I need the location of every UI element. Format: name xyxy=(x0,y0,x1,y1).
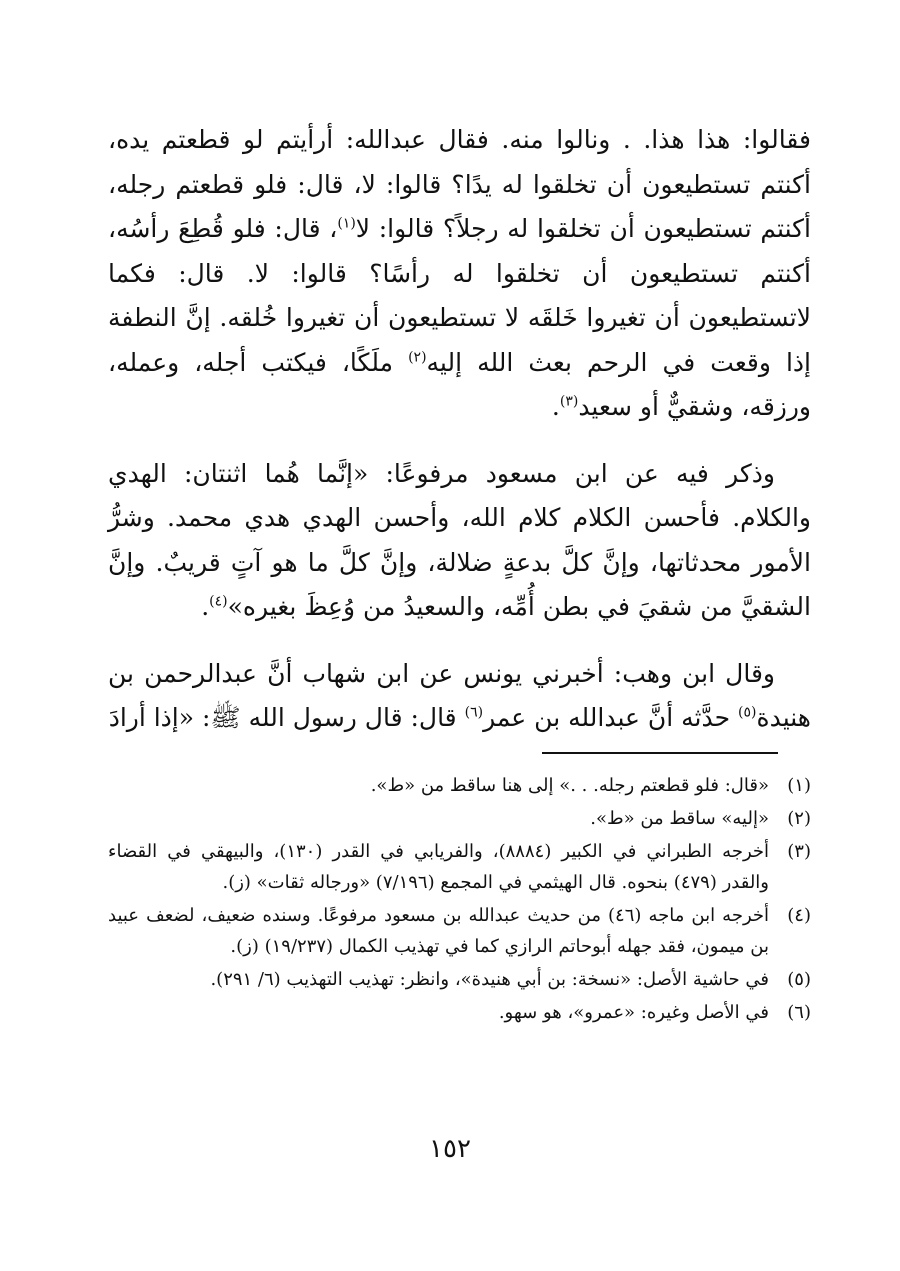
paragraph-3-text-c: قال: قال رسول الله ﷺ: «إذا أرادَ xyxy=(108,703,465,732)
footnote-item xyxy=(108,997,811,1028)
footnote-ref-4: (٤) xyxy=(209,593,228,610)
footnote-item xyxy=(108,964,811,995)
footnote-text: أخرجه ابن ماجه (٤٦) من حديث عبدالله بن مسعود مرفوعًا. وسنده ضعيف، لضعف عبيد بن ميمون، فقد جهله أبوحاتم الرازي كما في تهذيب الكمال (١٩/٢٣٧) (ز). xyxy=(108,905,770,957)
paragraph-1-text-d: . xyxy=(551,392,560,421)
footnote-number: (٢) xyxy=(787,808,811,829)
footnote-item xyxy=(108,803,811,834)
footnote-number: (٣) xyxy=(787,841,811,862)
paragraph-3 xyxy=(108,652,811,741)
paragraph-2-text-a: وذكر فيه عن ابن مسعود مرفوعًا: «إنَّما هُما اثنتان: الهدي والكلام. فأحسن الكلام كلام الله، وأحسن الهدي هدي محمد. وشرُّ الأمور محدثاتها، وإنَّ كلَّ بدعةٍ ضلالة، وإنَّ كلَّ ما هو آتٍ قريبٌ. وإنَّ الشقيَّ من شقيَ في بطن أُمِّه، والسعيدُ من وُعِظَ بغيره» xyxy=(108,458,811,621)
paragraph-2 xyxy=(108,452,811,630)
page-number: ١٥٢ xyxy=(429,1134,471,1164)
footnote-ref-2: (٢) xyxy=(408,349,427,366)
footnote-text: «قال: فلو قطعتم رجله. . .» إلى هنا ساقط من «ط». xyxy=(370,775,769,796)
paragraph-1 xyxy=(108,118,811,430)
footnote-text: في حاشية الأصل: «نسخة: بن أبي هنيدة»، وانظر: تهذيب التهذيب (٦/ ٢٩١). xyxy=(210,969,769,990)
footnote-item xyxy=(108,836,811,898)
paragraph-1-text-b: ، قال: فلو قُطِعَ رأسُه، أكنتم تستطيعون أن تخلقوا له رأسًا؟ قالوا: لا. قال: فكما لاتستطيعون أن تغيروا خَلقَه لا تستطيعون أن تغيروا خُلقه. إنَّ النطفة إذا وقعت في الرحم بعث الله إليه xyxy=(108,214,811,377)
footnote-text: أخرجه الطبراني في الكبير (٨٨٨٤)، والفريابي في القدر (١٣٠)، والبيهقي في القضاء والقدر (٤٧٩) بنحوه. قال الهيثمي في المجمع (٧/١٩٦) «ورجاله ثقات» (ز). xyxy=(108,841,770,893)
footnote-number: (٤) xyxy=(787,905,811,926)
paragraph-1-text-c: ملَكًا، فيكتب أجله، وعمله، ورزقه، وشقيٌّ أو سعيد xyxy=(108,347,811,421)
paragraph-3-text-a: وقال ابن وهب: أخبرني يونس عن ابن شهاب أنَّ عبدالرحمن بن هنيدة xyxy=(108,658,811,732)
footnote-text: في الأصل وغيره: «عمرو»، هو سهو. xyxy=(498,1002,769,1023)
footnote-text: «إليه» ساقط من «ط». xyxy=(590,808,769,829)
footnote-ref-6: (٦) xyxy=(464,704,484,721)
paragraph-1-text-a: فقالوا: هذا هذا. . ونالوا منه. فقال عبدالله: أرأيتم لو قطعتم يده، أكنتم تستطيعون أن تخلقوا له يدًا؟ قالوا: لا، قال: فلو قطعتم رجله، أكنتم تستطيعون أن تخلقوا له رجلاً؟ قالوا: لا xyxy=(108,125,811,243)
footnote-number: (٦) xyxy=(787,1002,811,1023)
footnote-ref-5: (٥) xyxy=(738,704,757,721)
footnote-separator xyxy=(542,752,778,754)
footnote-item xyxy=(108,770,811,801)
footnotes xyxy=(108,770,811,1030)
footnote-number: (١) xyxy=(787,775,811,796)
paragraph-2-text-b: . xyxy=(201,592,210,621)
footnote-ref-1: (١) xyxy=(337,215,356,232)
footnote-number: (٥) xyxy=(787,969,811,990)
paragraph-3-text-b: حدَّثه أنَّ عبدالله بن عمر xyxy=(483,703,739,732)
footnote-ref-3: (٣) xyxy=(559,393,579,410)
footnote-item xyxy=(108,900,811,962)
